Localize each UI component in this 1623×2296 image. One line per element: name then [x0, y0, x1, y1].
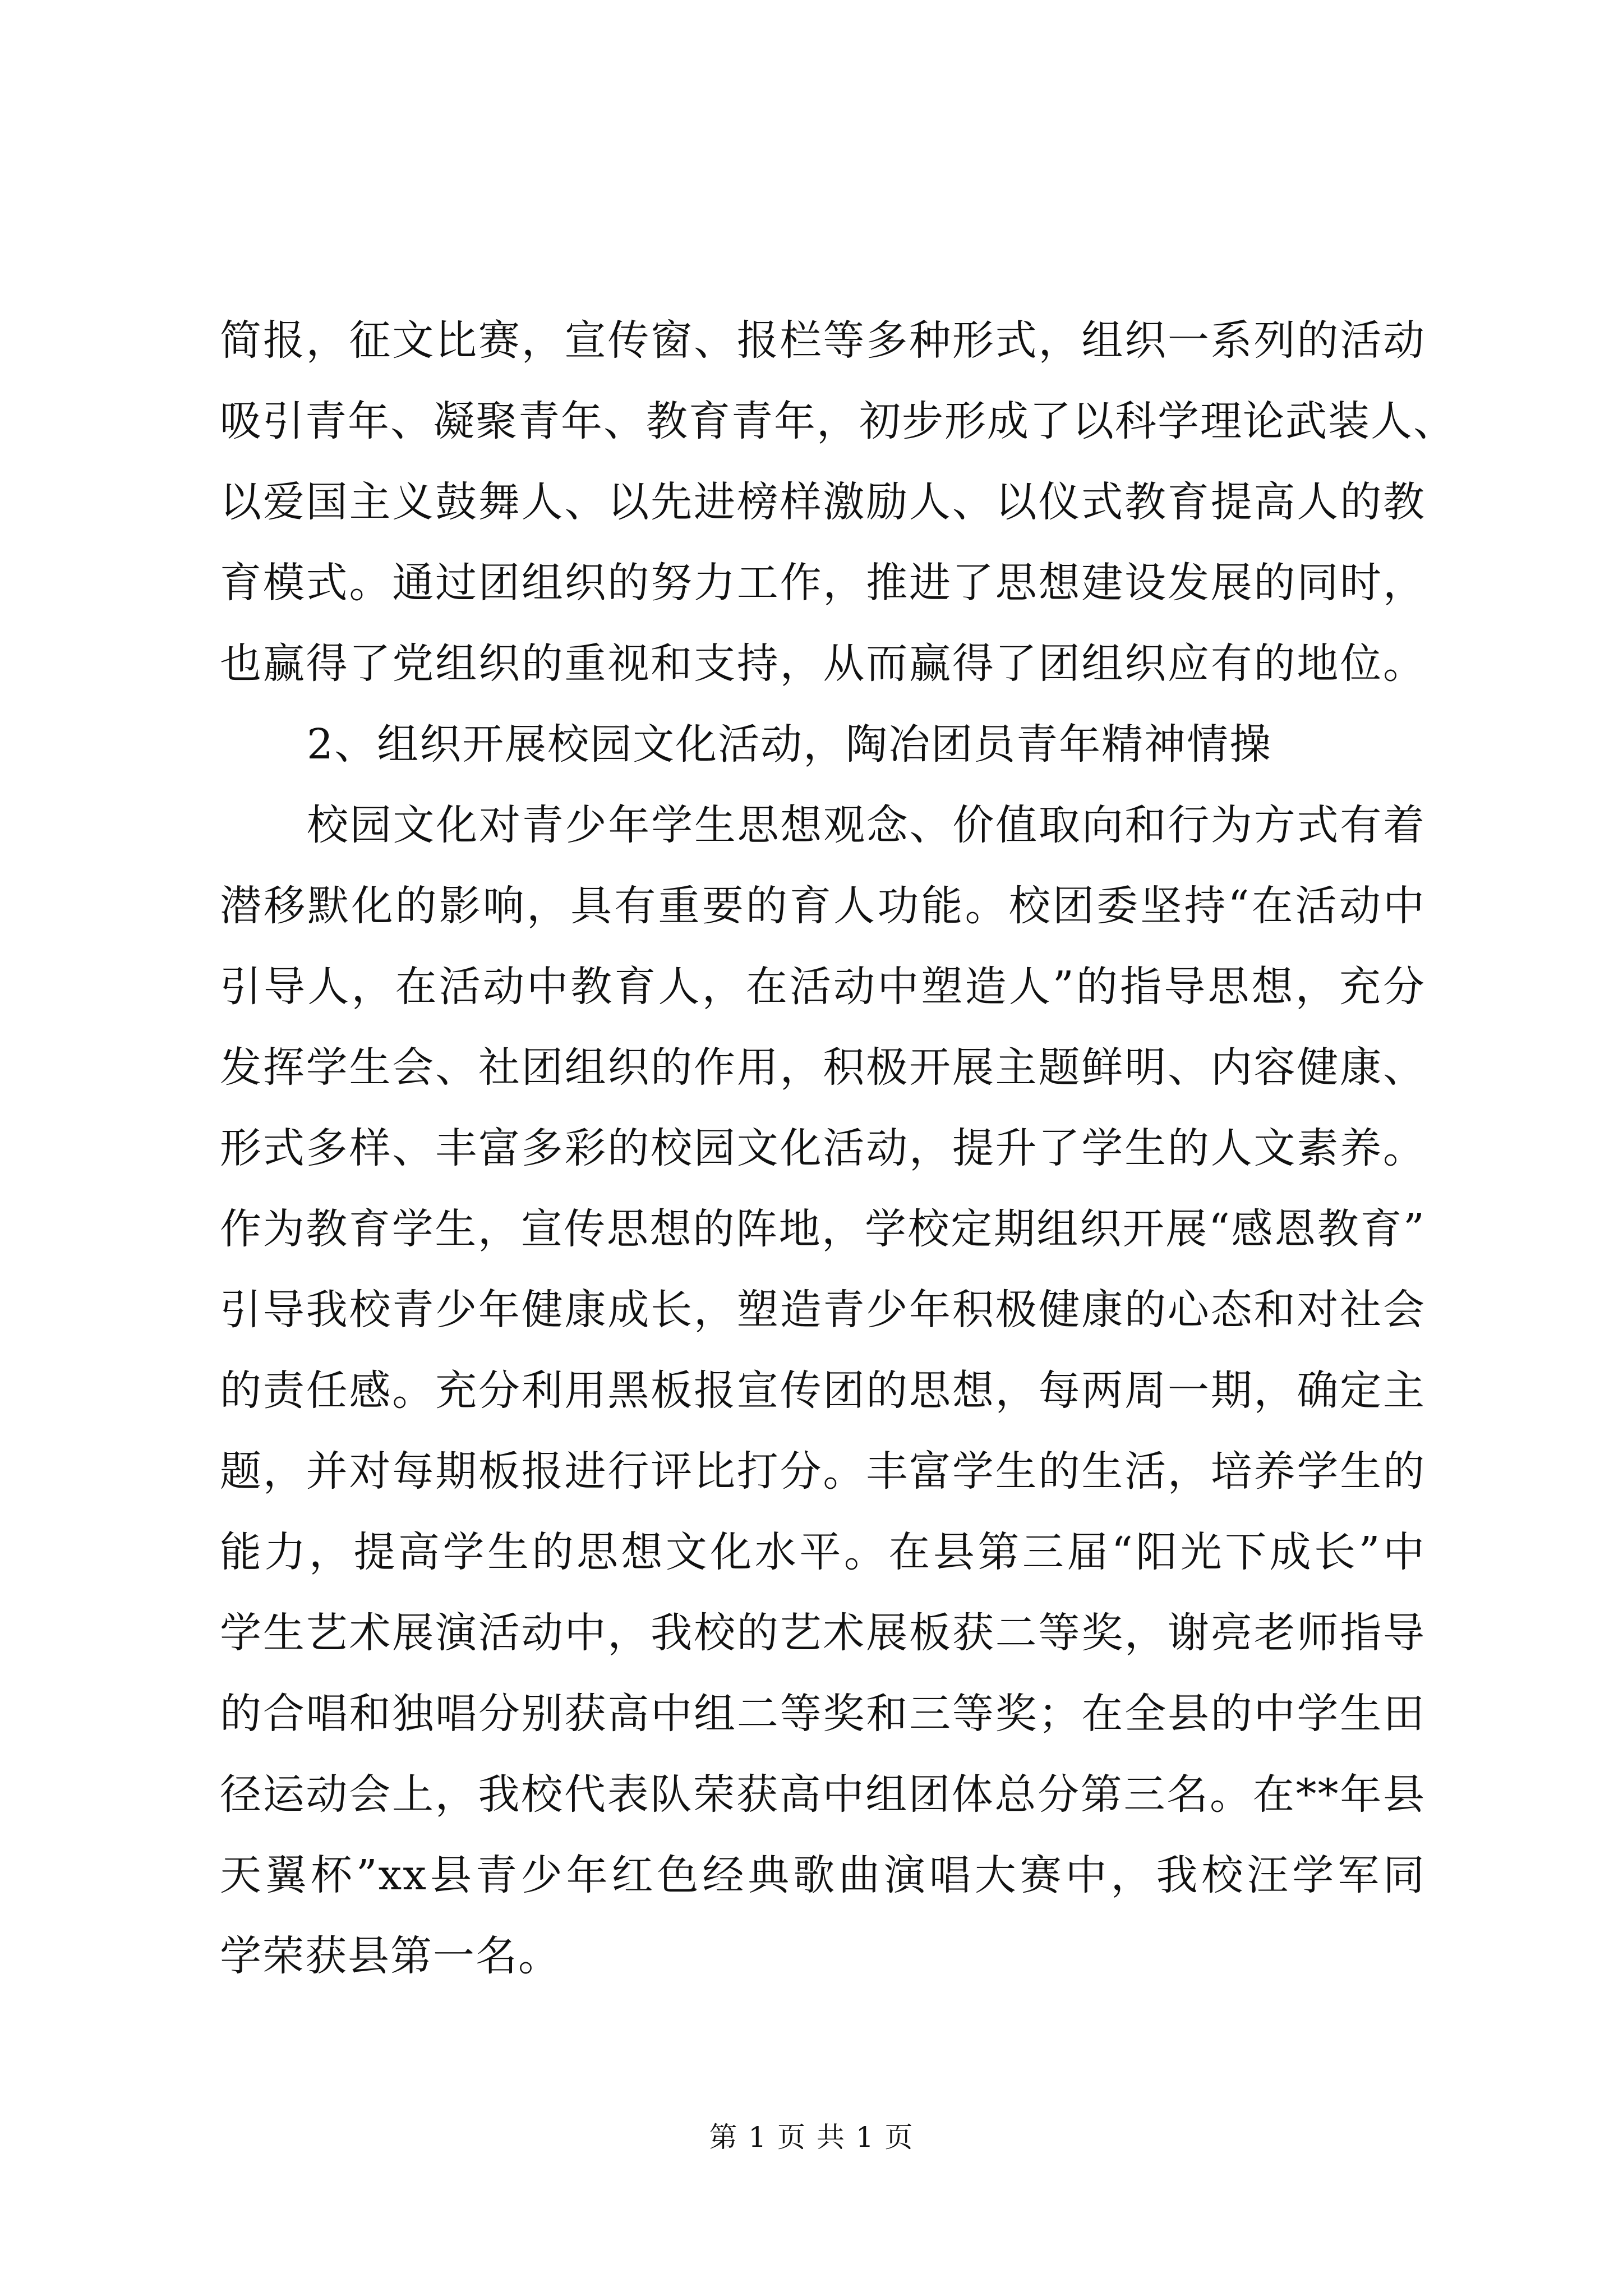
text-line: 引导人，在活动中教育人，在活动中塑造人”的指导思想，充分 — [220, 963, 1426, 1011]
text-line: 学生艺术展演活动中，我校的艺术展板获二等奖，谢亮老师指导 — [220, 1609, 1426, 1657]
text-line: 题，并对每期板报进行评比打分。丰富学生的生活，培养学生的 — [220, 1447, 1426, 1496]
text-line: 潜移默化的影响，具有重要的育人功能。校团委坚持“在活动中 — [220, 882, 1426, 930]
text-line: 形式多样、丰富多彩的校园文化活动，提升了学生的人文素养。 — [220, 1124, 1426, 1172]
paragraph-first-line: 校园文化对青少年学生思想观念、价值取向和行为方式有着 — [307, 801, 1426, 849]
text-line: 吸引青年、凝聚青年、教育青年，初步形成了以科学理论武装人、 — [220, 397, 1456, 445]
text-line: 简报，征文比赛，宣传窗、报栏等多种形式，组织一系列的活动 — [220, 316, 1426, 365]
text-line: 发挥学生会、社团组织的作用，积极开展主题鲜明、内容健康、 — [220, 1043, 1426, 1092]
text-line: 也赢得了党组织的重视和支持，从而赢得了团组织应有的地位。 — [220, 639, 1426, 688]
text-line: 径运动会上，我校代表队荣获高中组团体总分第三名。在**年县 — [220, 1770, 1426, 1819]
text-line: 作为教育学生，宣传思想的阵地，学校定期组织开展“感恩教育” — [220, 1205, 1426, 1253]
text-line: 育模式。通过团组织的努力工作，推进了思想建设发展的同时， — [220, 559, 1426, 607]
section-heading: 2、组织开展校园文化活动，陶冶团员青年精神情操 — [307, 720, 1272, 769]
text-line: 天翼杯”xx县青少年红色经典歌曲演唱大赛中，我校汪学军同 — [220, 1851, 1426, 1899]
text-line: 能力，提高学生的思想文化水平。在县第三届“阳光下成长”中 — [220, 1528, 1426, 1576]
text-line: 引导我校青少年健康成长，塑造青少年积极健康的心态和对社会 — [220, 1286, 1426, 1334]
page-number: 第 1 页 共 1 页 — [709, 2121, 914, 2154]
text-line: 的合唱和独唱分别获高中组二等奖和三等奖；在全县的中学生田 — [220, 1690, 1426, 1738]
text-line: 以爱国主义鼓舞人、以先进榜样激励人、以仪式教育提高人的教 — [220, 478, 1426, 526]
text-line: 的责任感。充分利用黑板报宣传团的思想，每两周一期，确定主 — [220, 1366, 1426, 1415]
text-line: 学荣获县第一名。 — [220, 1932, 561, 1980]
document-body — [220, 300, 1456, 1996]
